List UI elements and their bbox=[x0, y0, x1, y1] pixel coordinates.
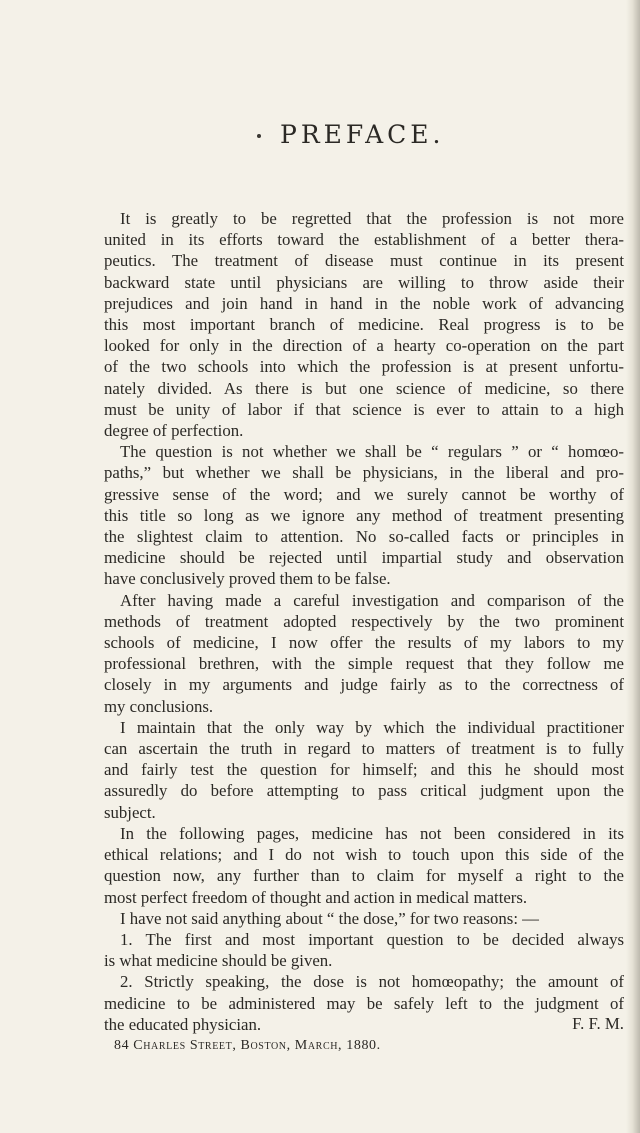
paragraph-1 bbox=[104, 208, 624, 441]
text-line: I maintain that the only way by which the individual practitioner bbox=[120, 717, 624, 737]
paragraph-4 bbox=[104, 717, 624, 823]
text-line: 1. The first and most important question to be decided always bbox=[120, 929, 624, 949]
author-initials: F. F. M. bbox=[572, 1014, 624, 1033]
text-line: I have not said anything about “ the dose,” for two reasons: — bbox=[120, 908, 539, 928]
text-line: assuredly do before attempting to pass critical judgment upon the bbox=[104, 781, 624, 801]
text-line: The question is not whether we shall be “ regulars ” or “ homœo- bbox=[120, 442, 624, 462]
paragraph-5 bbox=[104, 823, 624, 908]
text-line: and fairly test the question for himself; and this he should most bbox=[104, 760, 624, 780]
preface-body bbox=[104, 208, 624, 1035]
paragraph-3 bbox=[104, 590, 624, 717]
text-line: backward state until physicians are willing to throw aside their bbox=[104, 272, 624, 292]
text-line: gressive sense of the word; and we surely cannot be worthy of bbox=[104, 484, 624, 504]
text-line: paths,” but whether we shall be physicians, in the liberal and pro- bbox=[104, 463, 624, 483]
text-line: After having made a careful investigation and comparison of the bbox=[120, 590, 624, 610]
text-line: subject. bbox=[104, 802, 156, 822]
text-line: this most important branch of medicine. Real progress is to be bbox=[104, 315, 624, 335]
page-edge-shadow bbox=[626, 0, 640, 1133]
text-line: of the two schools into which the profession is at present unfortu- bbox=[104, 357, 624, 377]
paragraph-8 bbox=[104, 971, 624, 1035]
paragraph-2 bbox=[104, 441, 624, 589]
text-line: the educated physician. bbox=[104, 1014, 262, 1034]
text-line: looked for only in the direction of a hearty co-operation on the part bbox=[104, 336, 624, 356]
paragraph-7 bbox=[104, 929, 624, 971]
text-line: must be unity of labor if that science is ever to attain to a high bbox=[104, 399, 624, 419]
text-line: schools of medicine, I now offer the results of my labors to my bbox=[104, 633, 624, 653]
text-line: medicine should be rejected until impartial study and observation bbox=[104, 548, 624, 568]
ornament-dot bbox=[257, 134, 261, 138]
text-line: question now, any further than to claim for myself a right to the bbox=[104, 866, 624, 886]
text-line: is what medicine should be given. bbox=[104, 951, 333, 971]
text-line: united in its efforts toward the establishment of a better thera- bbox=[104, 230, 624, 250]
text-line: my conclusions. bbox=[104, 696, 214, 716]
paragraph-6 bbox=[104, 908, 624, 929]
page-title: PREFACE. bbox=[280, 120, 445, 149]
text-line: methods of treatment adopted respectively by the two prominent bbox=[104, 611, 624, 631]
text-line: prejudices and join hand in hand in the noble work of advancing bbox=[104, 293, 624, 313]
text-line: have conclusively proved them to be false. bbox=[104, 569, 391, 589]
text-line: 2. Strictly speaking, the dose is not homœopathy; the amount of bbox=[120, 972, 624, 992]
text-line: In the following pages, medicine has not been considered in its bbox=[120, 823, 624, 843]
text-line: nately divided. As there is but one science of medicine, so there bbox=[104, 378, 624, 398]
text-line: closely in my arguments and judge fairly as to the correctness of bbox=[104, 675, 624, 695]
address-line: 84 Charles Street, Boston, March, 1880. bbox=[114, 1038, 381, 1053]
text-line: degree of perfection. bbox=[104, 421, 244, 441]
text-line: most perfect freedom of thought and action in medical matters. bbox=[104, 887, 528, 907]
text-line: this title so long as we ignore any method of treatment presenting bbox=[104, 505, 624, 525]
text-line: ethical relations; and I do not wish to touch upon this side of the bbox=[104, 845, 624, 865]
text-line: It is greatly to be regretted that the profession is not more bbox=[120, 209, 624, 228]
text-line: medicine to be administered may be safely left to the judgment of bbox=[104, 993, 624, 1013]
text-line: peutics. The treatment of disease must continue in its present bbox=[104, 251, 624, 271]
text-line: can ascertain the truth in regard to matters of treatment is to fully bbox=[104, 739, 624, 759]
text-line: professional brethren, with the simple request that they follow me bbox=[104, 654, 624, 674]
text-line: the slightest claim to attention. No so-called facts or principles in bbox=[104, 527, 624, 547]
